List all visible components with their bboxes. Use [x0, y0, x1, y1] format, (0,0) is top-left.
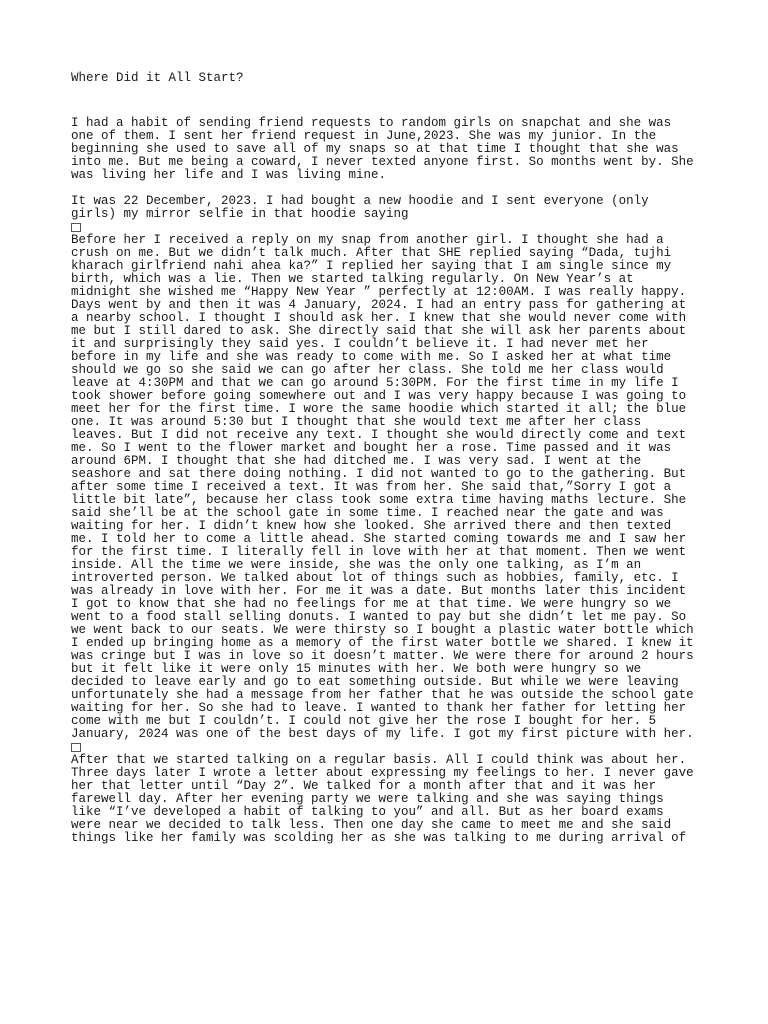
paragraph-4: After that we started talking on a regular basis. All I could think was about her. Three days later I wrote a letter about expressing my feelings to her. I never gave her that letter until “Day 2”. We talked for a month after that and it was her farewell day. After her evening party we were talking and she was saying things like “I’ve developed a habit of talking to you” and all. But as her board exams were near we decided to talk less. Then one day she came to meet me and she said things like her family was scolding her as she was talking to me during arrival of: [71, 753, 694, 845]
missing-emoji-icon: [71, 743, 81, 752]
missing-emoji-icon: [71, 223, 81, 232]
paragraph-3: Before her I received a reply on my snap from another girl. I thought she had a crush on me. But we didn’t talk much. After that SHE replied saying “Dada, tujhi kharach girlfriend nahi ahea ka?” I replied her saying that I am single since my birth, which was a lie. Then we started talking regularly. On New Year’s at midnight she wished me “Happy New Year ” perfectly at 12:00AM. I was really happy. Days went by and then it was 4 January, 2024. I had an entry pass for gathering at a nearby school. I thought I should ask her. I knew that she would never come with me but I still dared to ask. She directly said that she will ask her parents about it and surprisingly they said yes. I couldn’t believe it. I had never met her before in my life and she was ready to come with me. So I asked her at what time should we go so she said we can go after her class. She told me her class would leave at 4:30PM and that we can go around 5:30PM. For the first time in my life I took shower before going somewhere out and I was very happy because I was going to meet her for the first time. I wore the same hoodie which started it all; the blue one. It was around 5:30 but I thought that she would text me after her class leaves. But I did not receive any text. I thought she would directly come and text me. So I went to the flower market and bought her a rose. Time passed and it was around 6PM. I thought that she had ditched me. I was very sad. I went at the seashore and sat there doing nothing. I did not wanted to go to the gathering. But after some time I received a text. It was from her. She said that,”Sorry I got a little bit late”, because her class took some extra time having maths lecture. She said she’ll be at the school gate in some time. I reached near the gate and was waiting for her. I didn’t knew how she looked. She arrived there and then texted me. I told her to come a little ahead. She started coming towards me and I saw her for the first time. I literally fell in love with her at that moment. Then we went inside. All the time we were inside, she was the only one talking, as I’m an introverted person. We talked about lot of things such as hobbies, family, etc. I was already in love with her. For me it was a date. But months later this incident I got to know that she had no feelings for me at that time. We were hungry so we went to a food stall selling donuts. I wanted to pay but she didn’t let me pay. So we went back to our seats. We were thirsty so I bought a plastic water bottle which I ended up bringing home as a memory of the first water bottle we shared. I knew it was cringe but I was in love so it doesn’t matter. We were there for around 2 hours but it felt like it were only 15 minutes with her. We both were hungry so we decided to leave early and go to eat something outside. But while we were leaving unfortunately she had a message from her father that he was outside the school gate waiting for her. So she had to leave. I wanted to thank her father for letting her come with me but I couldn’t. I could not give her the rose I bought for her. 5 January, 2024 was one of the best days of my life. I got my first picture with her.: [71, 233, 694, 741]
paragraph-2: It was 22 December, 2023. I had bought a new hoodie and I sent everyone (only girls) my mirror selfie in that hoodie saying: [71, 194, 649, 221]
document-page: [71, 72, 711, 845]
document-title: Where Did it All Start?: [71, 71, 244, 85]
paragraph-1: I had a habit of sending friend requests to random girls on snapchat and she was one of them. I sent her friend request in June,2023. She was my junior. In the beginning she used to save all of my snaps so at that time I thought that she was into me. But me being a coward, I never texted anyone first. So months went by. She was living her life and I was living mine.: [71, 116, 694, 182]
